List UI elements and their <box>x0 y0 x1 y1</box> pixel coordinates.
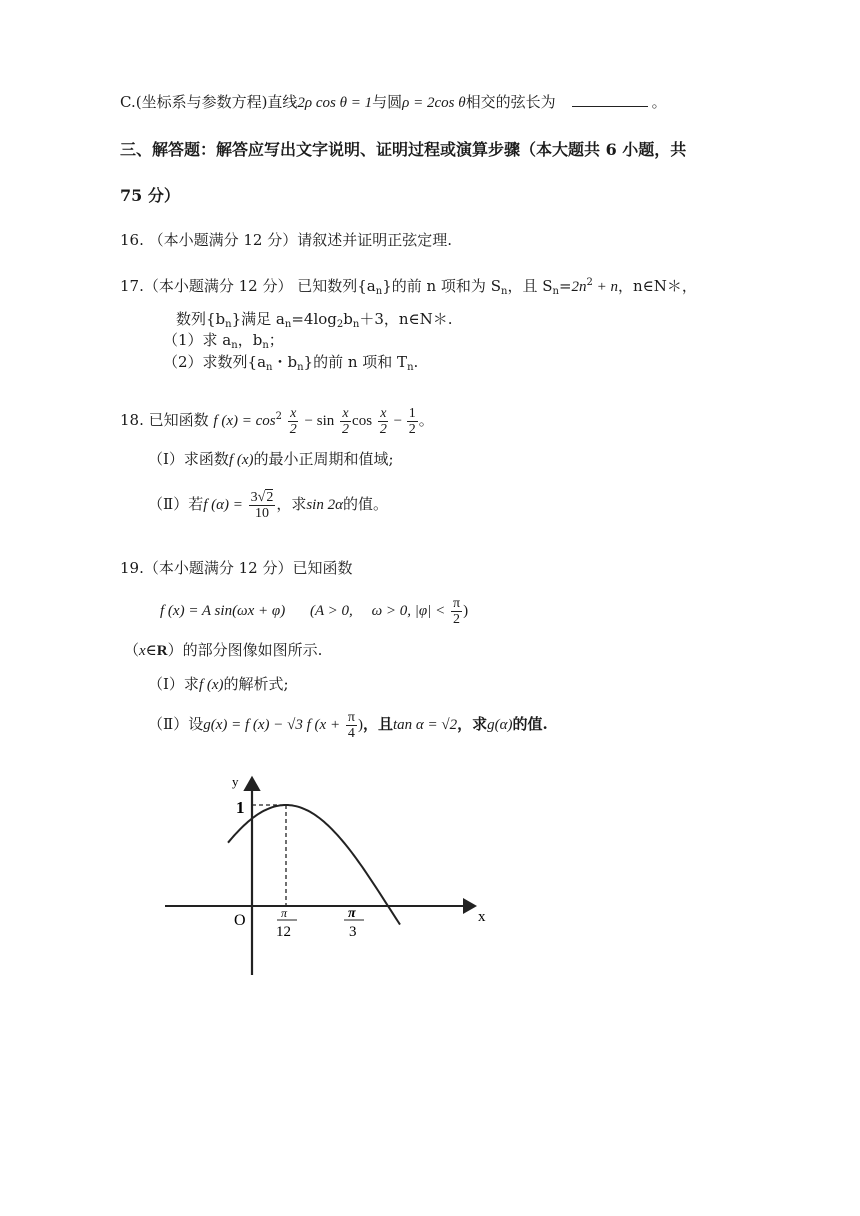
q17-l2-sub2: n <box>284 319 292 330</box>
frac-den: 2 <box>453 611 461 627</box>
frac-num: π <box>452 595 461 611</box>
frac-num-coef: 3 <box>250 489 258 505</box>
q17-p1-b: ，b <box>237 331 263 349</box>
q17-p2-sub1: n <box>266 362 273 373</box>
q19-p1-b: 的解析式; <box>223 675 289 693</box>
q17-p2-a: （2）求数列{a <box>163 353 267 371</box>
q17-p1-sub2: n <box>262 340 269 351</box>
q17-p2-sub3: n <box>407 362 414 373</box>
tick-pi-12-den: 12 <box>276 924 291 940</box>
q19-p2-a: （Ⅱ）设 <box>148 715 204 733</box>
frac-den: 10 <box>254 505 269 521</box>
frac-den: 2 <box>408 421 416 437</box>
q17-formula-sup: 2 <box>586 277 593 288</box>
q18-sin2a: sin 2α <box>306 497 343 513</box>
q17-sub-a: n <box>375 286 383 297</box>
q19-domain-a: （ <box>124 641 140 659</box>
q18-sup: 2 <box>275 411 282 422</box>
origin-label: O <box>234 912 246 929</box>
q18-end: 。 <box>418 411 434 429</box>
frac-num: x <box>290 405 297 421</box>
q17-p2-b: ・b <box>272 353 298 371</box>
frac-pi-over-2 <box>451 596 462 627</box>
function-graph <box>160 772 500 982</box>
q17-p1-a: （1）求 a <box>163 331 232 349</box>
q19-cond2: ω > 0, |φ| < <box>371 603 446 619</box>
q19-p2-close: ) <box>357 717 363 733</box>
circle-equation: ρ = 2cos θ <box>402 95 466 111</box>
q18-head: 18. 已知函数 <box>120 411 209 429</box>
q17-text-c: ，且 S <box>507 277 553 295</box>
q18-minus-sin: − sin <box>304 413 335 429</box>
tick-pi-3-den: 3 <box>349 924 357 940</box>
answer-blank <box>572 92 648 107</box>
tick-pi-12-num: π <box>281 906 288 920</box>
q17-p2-d: . <box>413 353 419 371</box>
q18-p1-b: 的最小正周期和值域; <box>253 450 394 468</box>
q17-tail: ，n∈N＊， <box>618 277 697 295</box>
q19-domain-x: x∈ <box>139 643 157 659</box>
question-17-head <box>120 276 697 297</box>
q17-l2-c: =4log <box>291 310 337 328</box>
question-c-suffix: 相交的弦长为 <box>465 93 556 111</box>
frac-den: 2 <box>342 421 350 437</box>
q19-p1-f: f (x) <box>198 677 224 693</box>
frac-x-over-2 <box>378 406 389 437</box>
q17-l2-e: ＋3，n∈N＊. <box>359 310 453 328</box>
q18-f: f (x) = cos <box>213 413 276 429</box>
q17-l2-d: b <box>343 310 353 328</box>
question-19-part1 <box>148 674 289 695</box>
frac-num: 1 <box>408 405 416 421</box>
q17-formula: 2n <box>571 279 587 295</box>
q19-formula: f (x) = A sin(ωx + φ) <box>160 603 286 619</box>
q17-text-b: }的前 n 项和为 S <box>382 277 501 295</box>
question-17-part2 <box>163 352 418 372</box>
frac-den: 2 <box>379 421 387 437</box>
q17-formula-b: + n <box>592 279 619 295</box>
q19-ga: g(α) <box>487 717 513 733</box>
question-19-formula <box>160 590 468 630</box>
section-heading-line2: 75 分） <box>120 186 180 205</box>
question-19-domain <box>124 640 322 661</box>
q19-p2-b: ，且 <box>362 715 393 733</box>
question-c-line <box>120 92 667 113</box>
q17-p2-sub2: n <box>297 362 304 373</box>
q19-p2-d: 的值. <box>512 715 548 733</box>
y-axis-label: y <box>232 774 239 789</box>
q17-l2-sub4: n <box>352 319 360 330</box>
frac-pi-over-4 <box>346 710 357 741</box>
frac-x-over-2 <box>288 406 299 437</box>
q17-l2-a: 数列{b <box>176 310 226 328</box>
q18-cos: cos <box>352 413 373 429</box>
question-18-part1 <box>148 449 394 470</box>
q17-p1-sub1: n <box>231 340 238 351</box>
q17-text-d: = <box>558 277 572 295</box>
q17-p1-c: ； <box>268 331 284 349</box>
q17-l2-sub1: n <box>225 319 232 330</box>
frac-den: 2 <box>289 421 297 437</box>
q17-text-a: 17.（本小题满分 12 分） 已知数列{a <box>120 277 376 295</box>
frac-num: x <box>342 405 349 421</box>
frac-num: 3√2 <box>250 489 274 505</box>
q18-p2-b: ，求 <box>276 495 307 513</box>
q17-l2-sub3: 2 <box>336 319 344 330</box>
question-17-line2 <box>176 309 453 329</box>
x-axis-label: x <box>478 909 486 925</box>
frac-num: x <box>380 405 387 421</box>
q18-p2-a: （Ⅱ）若 <box>148 495 204 513</box>
question-c-mid: 与圆 <box>372 93 403 111</box>
q19-domain-b: ）的部分图像如图所示. <box>167 641 323 659</box>
q17-p2-c: }的前 n 项和 T <box>303 353 408 371</box>
q17-sub-b: n <box>500 286 508 297</box>
sqrt-radicand: 2 <box>266 489 274 505</box>
q17-l2-b: }满足 a <box>231 310 285 328</box>
tick-pi-3-num: π <box>348 906 356 921</box>
question-17-part1 <box>163 330 284 350</box>
q19-cond1: (A > 0, <box>310 603 353 619</box>
frac-x-over-2 <box>340 406 351 437</box>
question-18-part2 <box>148 482 388 526</box>
q18-p1-a: （Ⅰ）求函数 <box>148 450 229 468</box>
question-19-head: 19.（本小题满分 12 分）已知函数 <box>120 559 353 577</box>
frac-1-over-2 <box>407 406 418 437</box>
section-heading-line1: 三、解答题：解答应写出文字说明、证明过程或演算步骤（本大题共 6 小题，共 <box>120 140 687 159</box>
line-equation: 2ρ cos θ = 1 <box>297 95 373 111</box>
q17-sub-c: n <box>552 286 559 297</box>
q19-p1-a: （Ⅰ）求 <box>148 675 199 693</box>
question-c-prefix: C.(坐标系与参数方程)直线 <box>120 93 298 111</box>
question-19-part2 <box>148 704 548 744</box>
q18-minus: − <box>389 413 406 429</box>
question-16: 16. （本小题满分 12 分）请叙述并证明正弦定理. <box>120 231 453 249</box>
q18-p2-f: f (α) = <box>203 497 243 513</box>
q19-close: ) <box>463 603 469 619</box>
q19-p2-c: ，求 <box>457 715 488 733</box>
q19-tan: tan α = √2 <box>392 717 458 733</box>
frac-3sqrt2-over-10 <box>249 490 276 521</box>
q19-p2-g: g(x) = f (x) − √3 f (x + <box>203 717 341 733</box>
q19-domain-r: R <box>156 643 168 659</box>
frac-num: π <box>347 709 355 725</box>
q18-p1-f: f (x) <box>228 452 254 468</box>
max-value-label: 1 <box>236 798 245 817</box>
frac-den: 4 <box>347 725 355 741</box>
question-c-end: 。 <box>651 93 667 111</box>
q18-p2-c: 的值。 <box>342 495 388 513</box>
question-18-head <box>120 400 434 440</box>
